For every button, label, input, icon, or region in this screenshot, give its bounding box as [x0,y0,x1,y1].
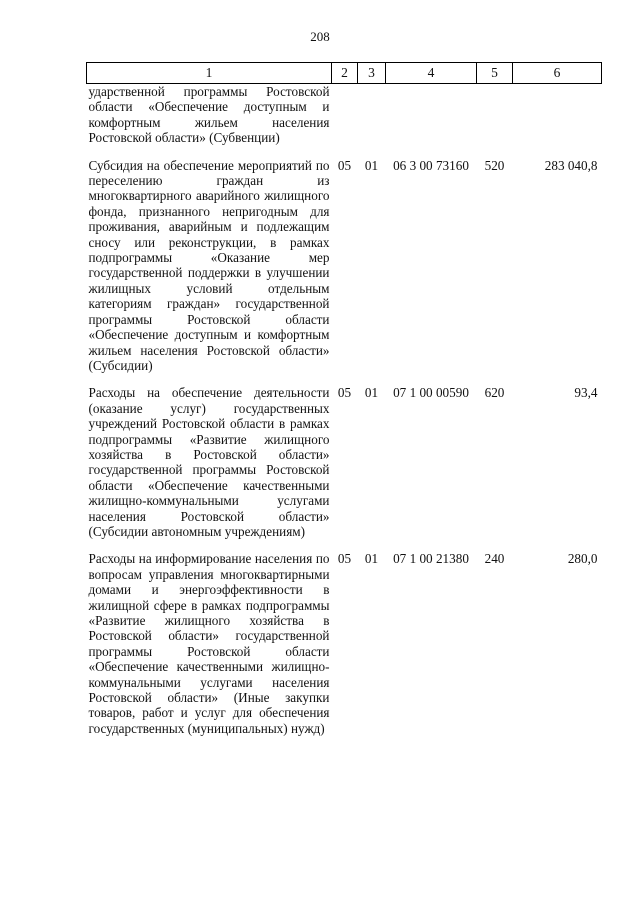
header-col-6: 6 [513,63,602,84]
table-row [87,84,602,146]
row-amount: 93,4 [574,385,598,401]
row-col-3 [358,84,386,146]
budget-table [86,62,602,736]
row-description: Расходы на обеспечение деятельности (оказание услуг) государственных учреждений Ростовской области в рамках подпрограммы «Развитие жилищного хозяйства в Ростовской области» государственной программы Ростовской области «Обеспечение качественными жилищно-коммунальными услугами населения Ростовской области» (Субсидии автономным учреждениям) [88,385,330,539]
table-header [87,63,602,84]
row-col-2: 05 [337,157,352,173]
row-description: Расходы на информирование населения по вопросам управления многоквартирными домами и энергоэффективности в жилищной сфере в рамках подпрограммы «Развитие жилищного хозяйства в Ростовской области» государственной программы Ростовской области «Обеспечение качественными жилищно-коммунальными услугами населения Ростовской области» (Иные закупки товаров, работ и услуг для обеспечения государственных (муниципальных) нужд) [88,551,330,736]
row-amount [513,84,602,146]
header-col-5: 5 [477,63,513,84]
header-col-2: 2 [332,63,358,84]
table-row [87,146,602,374]
header-col-4: 4 [386,63,477,84]
row-col-2: 05 [337,385,352,401]
row-description: ударственной программы Ростовской области «Обеспечение доступным и комфортным жильем населения Ростовской области» (Субвенции) [88,84,330,146]
row-amount: 280,0 [567,551,598,567]
row-amount: 283 040,8 [544,157,598,173]
row-col-4 [386,84,477,146]
row-col-3: 01 [364,157,379,173]
row-col-5 [477,84,513,146]
header-col-1: 1 [87,63,332,84]
row-col-3: 01 [364,385,379,401]
row-col-2: 05 [337,551,352,567]
row-col-4: 06 3 00 73160 [393,157,469,173]
row-col-4: 07 1 00 00590 [393,385,469,401]
row-col-2 [332,84,358,146]
row-col-5: 240 [484,551,505,567]
row-col-5: 520 [484,157,505,173]
row-description: Субсидия на обеспечение мероприятий по переселению граждан из многоквартирного аварийного жилищного фонда, признанного непригодным для проживания, аварийным и подлежащим сносу или реконструкции, в рамках подпрограммы «Оказание мер государственной поддержки в улучшении жилищных условий отдельным категориям граждан» государственной программы Ростовской области «Обеспечение доступным и комфортным жильем населения Ростовской области» (Субсидии) [88,157,330,373]
row-col-3: 01 [364,551,379,567]
table-row [87,373,602,539]
row-col-4: 07 1 00 21380 [393,551,469,567]
table-row [87,539,602,736]
page-number: 208 [310,29,330,44]
row-col-5: 620 [484,385,505,401]
header-col-3: 3 [358,63,386,84]
